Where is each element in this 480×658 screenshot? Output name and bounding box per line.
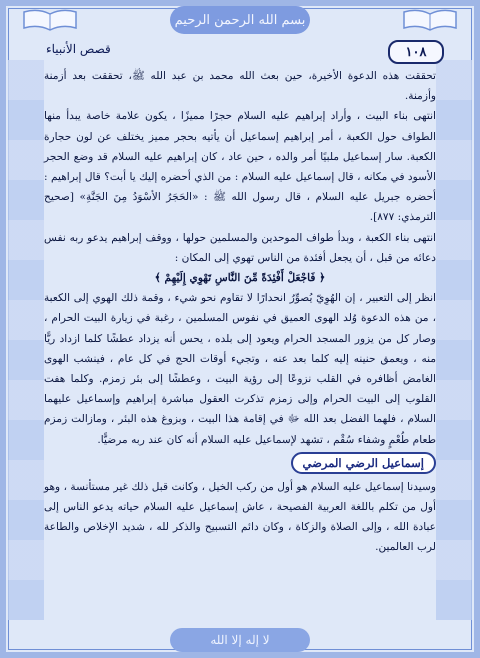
paragraph: انتهى بناء الكعبة ، وبدأ طواف الموحدين والمسلمين حولها ، ووقف إبراهيم يدعو ربه نفس دعائه من قبل ، أن يجعل أفئدة من الناس تهوي إلى المكان : [44,231,436,264]
basmala-text: بسم الله الرحمن الرحيم [174,12,306,28]
book-title: قصص الأنبياء [46,42,111,56]
basmala-banner [170,6,310,34]
paragraph: وسيدنا إسماعيل عليه السلام هو أول من ركب الخيل ، وكانت قبل ذلك غير مستأنسة ، وهو أول من تكلم باللغة العربية الفصيحة ، عاش إسماعيل عليه السلام حياته يدعو الناس إلى عبادة الله ، وإلى الصلاة والزكاة ، وكان دائم التسبيح والذكر لله ، شديد الإخلاص والطاعة لرب العالمين. [44,480,436,554]
page-content [44,66,436,616]
open-book-icon [400,6,460,32]
open-book-icon [20,6,80,32]
paragraph: انتهى بناء البيت ، وأراد إبراهيم عليه السلام حجرًا مميزًا ، يكون علامة خاصة يبدأ منها الطواف حول الكعبة ، أمر إبراهيم إسماعيل أن يأتيه بحجر مميز يختلف عن لون حجارة الكعبة. سار إسماعيل ملبيًا أمر والده ، حين عاد ، كان إبراهيم عليه السلام قد وضع الحجر الأسود في مكانه ، قال إسماعيل عليه السلام : من الذي أحضره إليك يا أبت؟ قال إبراهيم : أحضره جبريل عليه السلام ، قال رسول الله ﷺ : «الحَجَرُ الأسْوَدُ مِنَ الجَنَّةِ» [صحيح الترمذي: ٨٧٧]. [44,110,436,224]
page-header [46,40,434,62]
right-ornament [436,60,472,620]
paragraph: انظر إلى التعبير ، إن الهُوِيّ يُصوِّرُ انحدارًا لا تقاوم نحو شيء ، وقمة ذلك الهوي إلى الكعبة ، من هذه الدعوة وُلد الهوى العميق في نفوس المسلمين ، رغبة في زيارة البيت الحرام ، وصار كل من يزور المسجد الحرام ويعود إلى بلده ، يحس أنه يزداد عطشًا كلما ازداد ريًّا منه ، ويعمق حنينه إليه كلما بعد عنه ، وتجيء أوقات الحج في كل عام ، فينشب الهوى الغامض أظافره في القلب نزوعًا إلى رؤية البيت ، وعطشًا إلى بئر زمزم. وكلما هفت القلوب إلى البيت الحرام وإلى زمزم تذكرت العقول مباشرة إبراهيم وإسماعيل عليهما السلام ، فلهما الفضل بعد الله ﷻ في إقامة هذا البيت ، وبزوغ هذه البئر ، ومازالت زمزم طعام طُعْمٍ وشفاء سُقْم ، تشهد لإسماعيل عليه السلام أنه كان عند ربه مرضيًّا. [44,292,436,446]
footer-banner [170,628,310,652]
section-heading-box [44,450,436,477]
section-heading: إسماعيل الرضي المرضي [291,452,436,474]
paragraph: تحققت هذه الدعوة الأخيرة، حين بعث الله محمد بن عبد الله ﷺ، تحققت بعد أزمنة وأزمنة. [44,70,436,103]
page-number: ١٠٨ [388,40,444,64]
quran-verse: ﴿ فَاجْعَلْ أَفْئِدَةً مِّنَ النَّاسِ تَهْوِي إِلَيْهِمْ ﴾ [154,272,326,285]
footer-text: لا إله إلا الله [210,633,270,647]
left-ornament [8,60,44,620]
